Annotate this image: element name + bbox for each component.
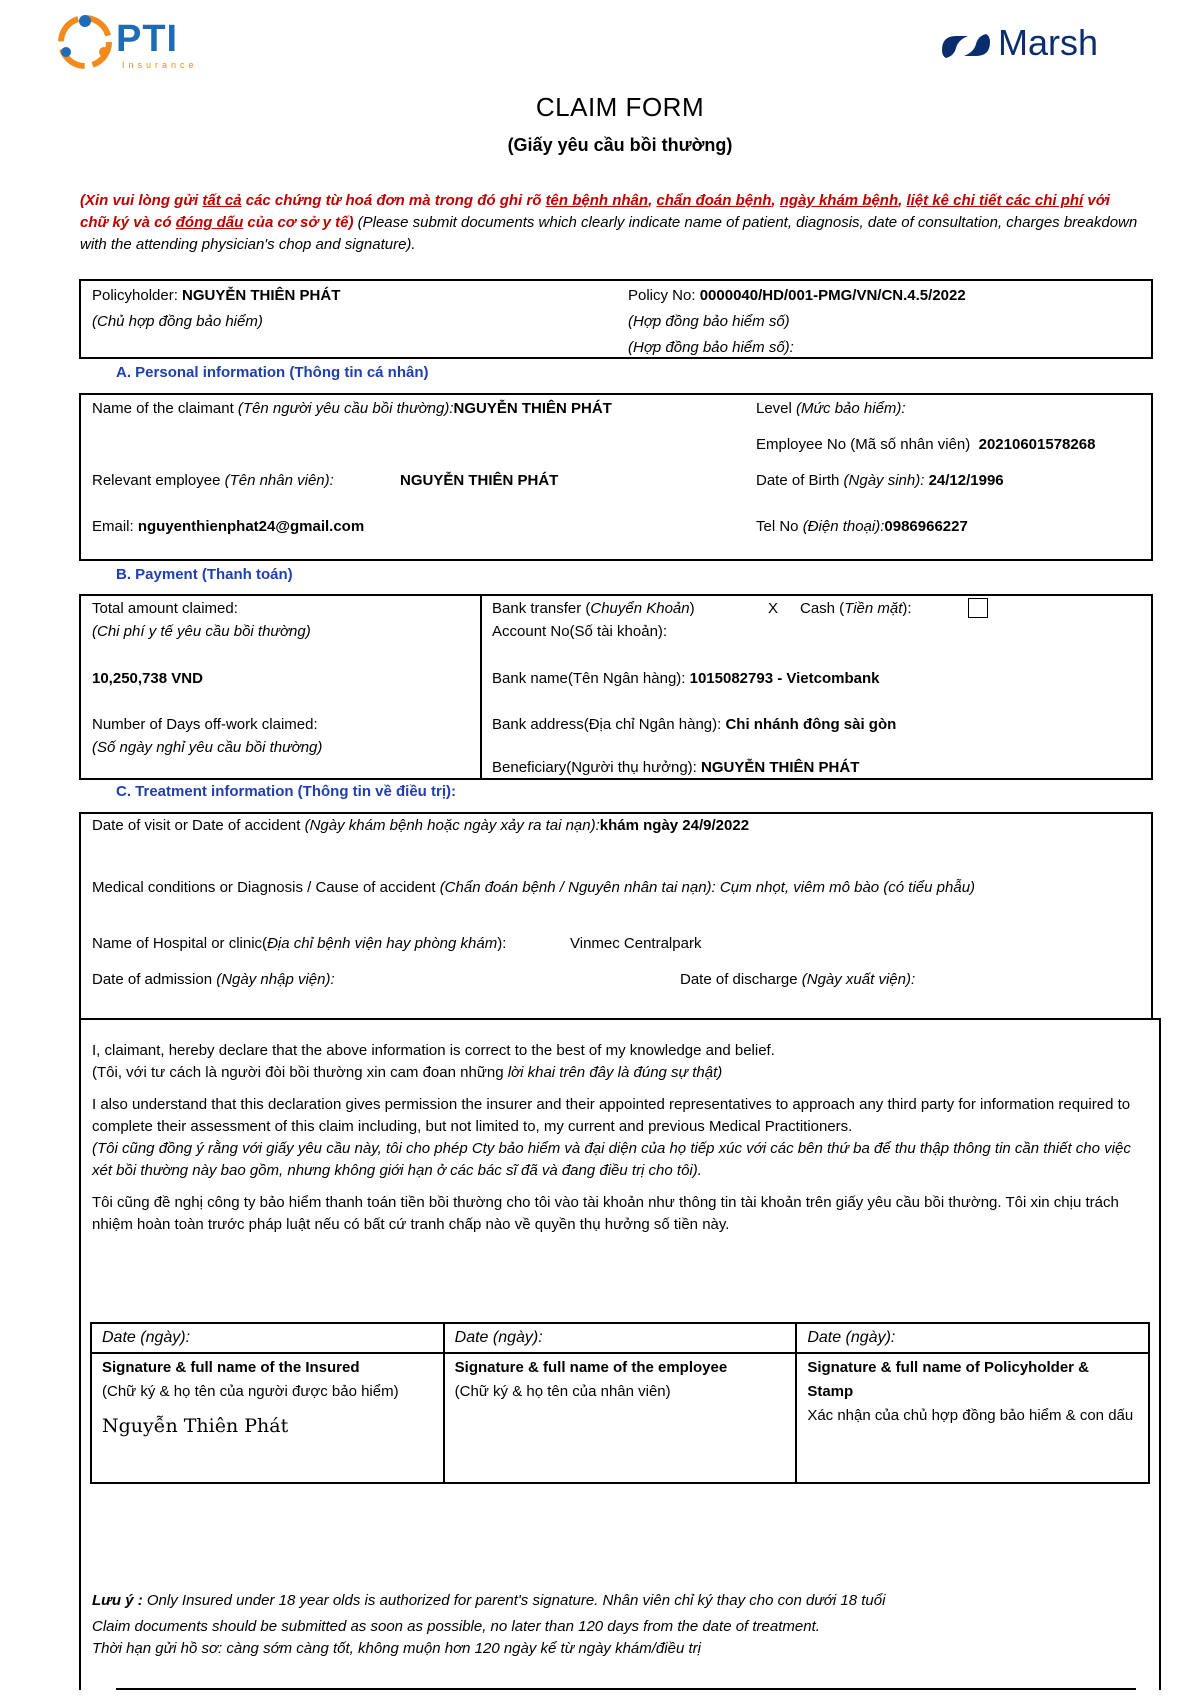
account-no-field: Account No(Số tài khoản):	[492, 623, 668, 640]
claimant-name-field: Name of the claimant (Tên người yêu cầu bồi thường):NGUYỄN THIÊN PHÁT	[92, 400, 612, 417]
declaration-2-vn: (Tôi cũng đồng ý rằng với giấy yêu cầu này, tôi cho phép Cty bảo hiểm và đại diện của họ tiếp xúc với các bên thứ ba để thu thập thông tin cần thiết cho việc xét bồi thường này bao gồm, nhưng không giới hạn ở các bác sĩ đã và đang điều trị cho tôi).	[92, 1140, 1131, 1179]
policyholder-vn: (Chủ hợp đồng bảo hiểm)	[92, 313, 263, 330]
days-off-vn: (Số ngày nghỉ yêu cầu bồi thường)	[92, 739, 323, 756]
insured-handwritten-name: Nguyễn Thiên Phát	[102, 1415, 289, 1437]
email-field: Email: nguyenthienphat24@gmail.com	[92, 518, 365, 535]
section-c-label: C. Treatment information (Thông tin về điều trị):	[116, 783, 456, 800]
declaration-1-en: I, claimant, hereby declare that the above information is correct to the best of my knowledge and belief.	[92, 1042, 775, 1059]
pti-logo	[50, 8, 210, 76]
bank-name-field: Bank name(Tên Ngân hàng): 1015082793 - Vietcombank	[492, 670, 880, 687]
bank-transfer-mark: X	[768, 600, 779, 617]
tel-field: Tel No (Điện thoại):0986966227	[756, 518, 968, 535]
page-subtitle: (Giấy yêu cầu bồi thường)	[507, 135, 733, 155]
insured-signature-label: Signature & full name of the Insured	[102, 1359, 360, 1376]
cash-option: Cash (Tiền mặt):	[800, 600, 912, 617]
marsh-emblem-icon	[938, 26, 994, 66]
employee-date-cell[interactable]: Date (ngày):	[444, 1323, 797, 1353]
admission-date-field: Date of admission (Ngày nhập viện):	[92, 971, 335, 988]
diagnosis-field: Medical conditions or Diagnosis / Cause of accident (Chẩn đoán bệnh / Nguyên nhân tai nạn): Cụm nhọt, viêm mô bào (có tiểu phẫu)	[92, 879, 976, 896]
submission-deadline-en: Claim documents should be submitted as soon as possible, no later than 120 days from the date of treatment.	[92, 1618, 820, 1635]
page-title: CLAIM FORM	[535, 92, 705, 122]
declaration-2-en: I also understand that this declaration gives permission the insurer and their appointed representatives to approach any third party for information required to complete their assessment of this claim including, but not limited to, my current and previous Medical Practitioners.	[92, 1096, 1131, 1135]
employee-no-field: Employee No (Mã số nhân viên) 20210601578268	[756, 436, 1096, 453]
marsh-logo	[938, 22, 1118, 70]
dob-field: Date of Birth (Ngày sinh): 24/12/1996	[756, 472, 1004, 489]
marsh-logo-text: Marsh	[998, 22, 1099, 63]
days-off-label: Number of Days off-work claimed:	[92, 716, 318, 733]
policy-no-vn-2: (Hợp đồng bảo hiểm số):	[628, 339, 794, 356]
policyholder-field: Policyholder: NGUYỄN THIÊN PHÁT	[92, 287, 341, 304]
section-a-label: A. Personal information (Thông tin cá nhân)	[116, 364, 429, 381]
hospital-field: Name of Hospital or clinic(Địa chỉ bệnh viện hay phòng khám):	[92, 935, 507, 952]
cash-checkbox[interactable]	[968, 598, 988, 618]
pti-emblem-icon	[61, 15, 109, 66]
visit-date-field: Date of visit or Date of accident (Ngày khám bệnh hoặc ngày xảy ra tai nạn):khám ngày 24/9/2022	[92, 817, 750, 834]
declaration-text: I, claimant, hereby declare that the above information is correct to the best of my knowledge and belief. (Tôi, với tư cách là người đòi bồi thường xin cam đoan những lời khai trên đây là đúng sự thật) I also understand that this declaration gives permission the insurer and their appointed representatives to approach any third party for information required to complete their assessment of this claim including, but not limited to, my current and previous Medical Practitioners. (Tôi cũng đồng ý rằng với giấy yêu cầu này, tôi cho phép Cty bảo hiểm và đại diện của họ tiếp xúc với các bên thứ ba để thu thập thông tin cần thiết cho việc xét bồi thường này bao gồm, nhưng không giới hạn ở các bác sĩ đã và đang điều trị cho tôi). Tôi cũng đề nghị công ty bảo hiểm thanh toán tiền bồi thường cho tôi vào tài khoản như thông tin tài khoản trên giấy yêu cầu bồi thường. Tôi xin chịu trách nhiệm hoàn toàn trước pháp luật nếu có bất cứ tranh chấp nào về quyền thụ hưởng số tiền này.	[92, 1042, 1131, 1233]
discharge-date-field: Date of discharge (Ngày xuất viện):	[680, 971, 916, 988]
holder-signature-label: Signature & full name of Policyholder & Stamp	[807, 1359, 1090, 1400]
payment-divider	[480, 594, 482, 780]
bank-address-field: Bank address(Địa chỉ Ngân hàng): Chi nhánh đông sài gòn	[492, 716, 897, 733]
hospital-value: Vinmec Centralpark	[570, 935, 702, 952]
insured-date-cell[interactable]: Date (ngày):	[91, 1323, 444, 1353]
relevant-employee-value: NGUYỄN THIÊN PHÁT	[400, 472, 559, 489]
section-b-label: B. Payment (Thanh toán)	[116, 566, 293, 583]
insured-signature-vn: (Chữ ký & họ tên của người được bảo hiểm)	[102, 1383, 399, 1400]
insured-signature-cell[interactable]	[91, 1353, 444, 1483]
bank-transfer-option: Bank transfer (Chuyển Khoản)	[492, 600, 695, 617]
footer-rule	[116, 1688, 1136, 1690]
holder-signature-cell[interactable]	[796, 1353, 1149, 1483]
pti-logo-text: PTI	[116, 18, 179, 60]
intro-instructions: (Xin vui lòng gửi tất cả các chứng từ hoá đơn mà trong đó ghi rõ tên bệnh nhân, chẩn đoán bệnh, ngày khám bệnh, liệt kê chi tiết các chi phí với chữ ký và có đóng dấu của cơ sở y tế) (Please submit documents which clearly indicate name of patient, diagnosis, date of consultation, charges breakdown with the attending physician's chop and signature).	[80, 192, 1138, 253]
total-amount-label: Total amount claimed:	[92, 600, 238, 617]
employee-signature-label: Signature & full name of the employee	[454, 1359, 728, 1376]
policy-no-field: Policy No: 0000040/HD/001-PMG/VN/CN.4.5/2022	[628, 287, 966, 304]
holder-signature-vn: Xác nhận của chủ hợp đồng bảo hiểm & con dấu	[807, 1407, 1134, 1424]
policy-no-vn: (Hợp đồng bảo hiểm số)	[628, 313, 790, 330]
pti-logo-subtext: Insurance	[122, 60, 198, 70]
total-amount-value: 10,250,738 VND	[92, 670, 203, 687]
holder-date-cell[interactable]: Date (ngày):	[796, 1323, 1149, 1353]
signature-table	[90, 1322, 1150, 1484]
beneficiary-field: Beneficiary(Người thụ hưởng): NGUYỄN THIÊN PHÁT	[492, 759, 860, 776]
total-amount-vn: (Chi phí y tế yêu cầu bồi thường)	[92, 623, 311, 640]
declaration-3-vn: Tôi cũng đề nghị công ty bảo hiểm thanh toán tiền bồi thường cho tôi vào tài khoản như thông tin tài khoản trên giấy yêu cầu bồi thường. Tôi xin chịu trách nhiệm hoàn toàn trước pháp luật nếu có bất cứ tranh chấp nào về quyền thụ hưởng số tiền này.	[92, 1194, 1119, 1233]
submission-deadline-vn: Thời hạn gửi hồ sơ: càng sớm càng tốt, không muộn hơn 120 ngày kể từ ngày khám/điều trị	[92, 1640, 701, 1657]
level-field: Level (Mức bảo hiểm):	[756, 400, 906, 417]
relevant-employee-field: Relevant employee (Tên nhân viên):	[92, 472, 334, 489]
employee-signature-cell[interactable]	[444, 1353, 797, 1483]
employee-signature-vn: (Chữ ký & họ tên của nhân viên)	[454, 1383, 671, 1400]
note-line: Lưu ý : Only Insured under 18 year olds is authorized for parent's signature. Nhân viên chỉ ký thay cho con dưới 18 tuổi	[92, 1592, 886, 1609]
